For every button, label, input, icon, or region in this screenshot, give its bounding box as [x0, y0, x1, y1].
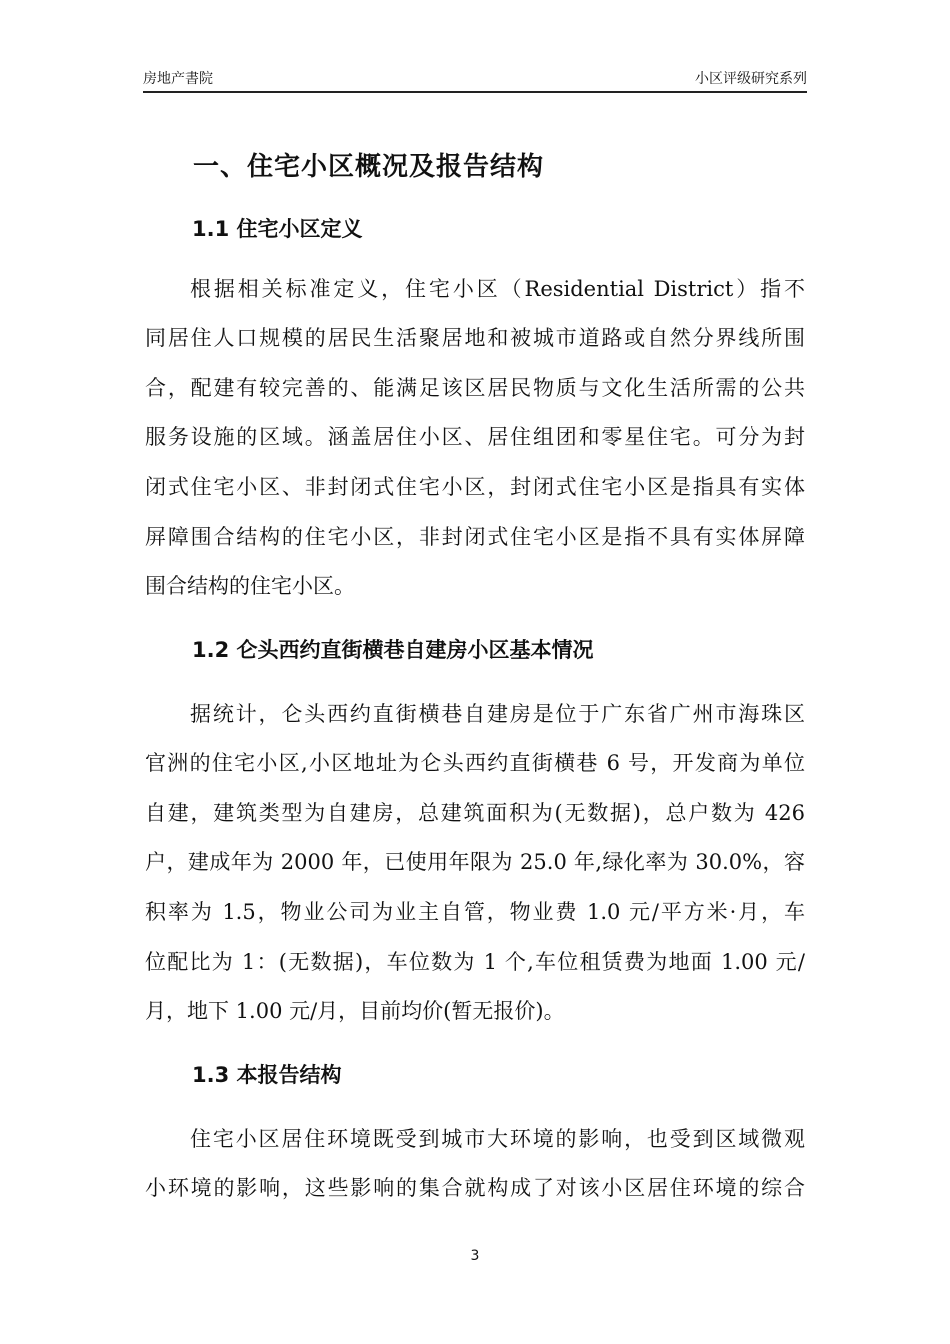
paragraph-line: 据统计，仑头西约直街横巷自建房是位于广东省广州市海珠区: [190, 702, 805, 726]
header-left: 房地产書院: [143, 71, 213, 87]
paragraph-line: 住宅小区居住环境既受到城市大环境的影响，也受到区域微观: [190, 1127, 805, 1151]
paragraph-line: 合，配建有较完善的、能满足该区居民物质与文化生活所需的公共: [145, 376, 805, 400]
paragraph-line: 积率为 1.5，物业公司为业主自管，物业费 1.0 元/平方米·月，车: [145, 900, 805, 924]
paragraph-line: 服务设施的区域。涵盖居住小区、居住组团和零星住宅。可分为封: [145, 425, 805, 449]
paragraph-line: 屏障围合结构的住宅小区，非封闭式住宅小区是指不具有实体屏障: [145, 525, 805, 549]
paragraph-line: 围合结构的住宅小区。: [145, 574, 355, 598]
header-right: 小区评级研究系列: [695, 71, 807, 87]
header-divider: [143, 91, 807, 93]
chapter-title: 一、住宅小区概况及报告结构: [193, 152, 545, 182]
paragraph-line: 同居住人口规模的居民生活聚居地和被城市道路或自然分界线所围: [145, 326, 805, 350]
section-heading-1-2: 1.2 仑头西约直街横巷自建房小区基本情况: [192, 638, 594, 662]
section-heading-1-1: 1.1 住宅小区定义: [192, 217, 363, 241]
paragraph-line: 闭式住宅小区、非封闭式住宅小区，封闭式住宅小区是指具有实体: [145, 475, 805, 499]
page-number: 3: [470, 1248, 480, 1264]
paragraph-line: 小环境的影响，这些影响的集合就构成了对该小区居住环境的综合: [145, 1176, 805, 1200]
paragraph-line: 官洲的住宅小区,小区地址为仑头西约直街横巷 6 号，开发商为单位: [145, 751, 805, 775]
paragraph-line: 位配比为 1：(无数据)，车位数为 1 个,车位租赁费为地面 1.00 元/: [145, 950, 805, 974]
paragraph-line: 根据相关标准定义，住宅小区（Residential District）指不: [190, 277, 805, 301]
paragraph-line: 月，地下 1.00 元/月，目前均价(暂无报价)。: [145, 999, 565, 1023]
section-heading-1-3: 1.3 本报告结构: [192, 1063, 342, 1087]
paragraph-line: 户，建成年为 2000 年，已使用年限为 25.0 年,绿化率为 30.0%，容: [145, 850, 805, 874]
paragraph-line: 自建，建筑类型为自建房，总建筑面积为(无数据)，总户数为 426: [145, 801, 805, 825]
